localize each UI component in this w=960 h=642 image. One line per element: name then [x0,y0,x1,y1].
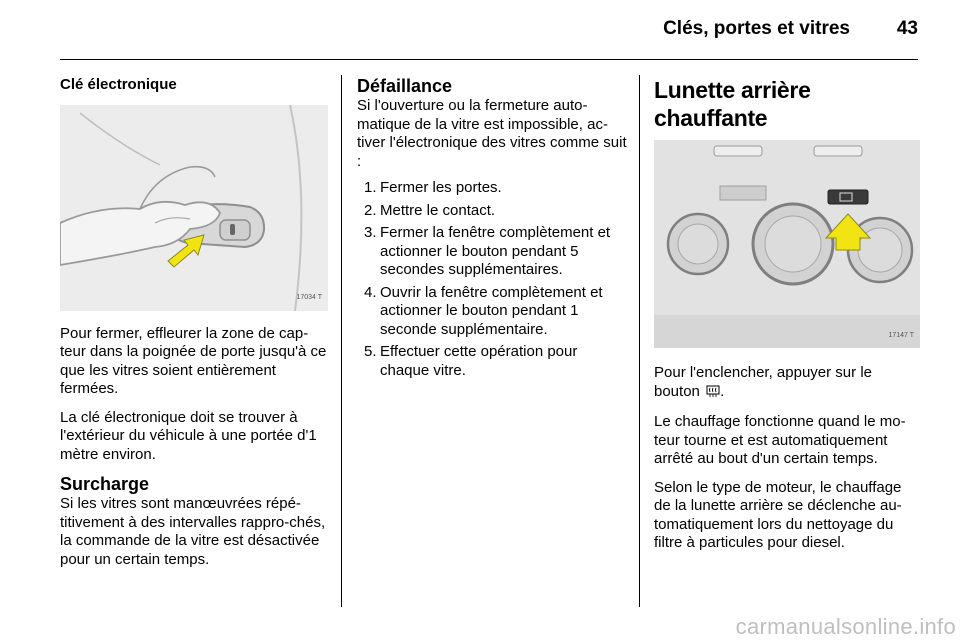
rear-window-heater-icon [706,385,720,404]
footer-watermark: carmanualsonline.info [735,614,956,639]
door-handle-figure [60,105,328,311]
control-panel-figure [654,140,920,348]
paragraph-overload: Si les vitres sont manœuvrées répé-titivement à des intervalles rappro-chés, la commande de la vitre est désactivée pour un certain temps. [60,495,326,568]
page-number: 43 [896,18,918,39]
column-divider-2 [639,75,640,607]
paragraph-key-range: La clé électronique doit se trouver à l'extérieur du véhicule à une portée d'1 mètre environ. [60,408,317,463]
step-text: Ouvrir la fenêtre complètement et actionner le bouton pendant 1 seconde supplémentaire. [380,283,603,338]
column-divider-1 [341,75,342,607]
step-text: Fermer les portes. [380,179,502,196]
figure-code-1: 17034 T [296,294,322,301]
section-label-electronic-key: Clé électronique [60,76,177,93]
step-number: 3. [364,224,377,241]
list-item [357,202,627,221]
column-2 [357,76,627,384]
control-panel-illustration [654,140,920,348]
column-3 [654,76,920,563]
step-number: 5. [364,343,377,360]
steps-list [357,179,627,380]
list-item [357,284,627,340]
page-header-title: Clés, portes et vitres [663,18,850,39]
paragraph-activate-heater [654,364,920,403]
list-item [357,343,627,380]
list-item [357,224,627,280]
paragraph-malfunction-intro: Si l'ouverture ou la fermeture auto-matique de la vitre est impossible, ac-tiver l'électronique des vitres comme suit : [357,97,627,170]
section-heading-rear-window-heater: Lunette arrière chauffante [654,77,811,131]
step-number: 4. [364,283,377,301]
paragraph-close-instructions: Pour fermer, effleurer la zone de cap-teur dans la poignée de porte jusqu'à ce que les vitres soient entièrement fermées. [60,324,327,397]
paragraph-diesel-filter: Selon le type de moteur, le chauffage de la lunette arrière se déclenche au-tomatiquement lors du nettoyage du filtre à particules pour diesel. [654,478,902,551]
header-rule [60,59,918,60]
step-text: Effectuer cette opération pour chaque vitre. [380,343,578,379]
figure-code-2: 17147 T [888,331,914,339]
paragraph-heater-operation: Le chauffage fonctionne quand le mo-teur tourne et est automatiquement arrêté au bout d'un certain temps. [654,413,906,467]
step-number: 1. [364,179,377,196]
column-1 [60,76,328,579]
step-text: Mettre le contact. [380,201,496,219]
section-heading-overload: Surcharge [60,474,150,494]
section-heading-malfunction: Défaillance [357,76,453,96]
activate-text: Pour l'enclencher, appuyer sur le bouton [654,364,872,400]
list-item [357,179,627,198]
door-handle-illustration [60,105,328,311]
activate-suffix: . [720,382,725,400]
step-text: Fermer la fenêtre complètement et actionner le bouton pendant 5 secondes supplémentaires. [380,224,611,278]
step-number: 2. [364,201,377,219]
